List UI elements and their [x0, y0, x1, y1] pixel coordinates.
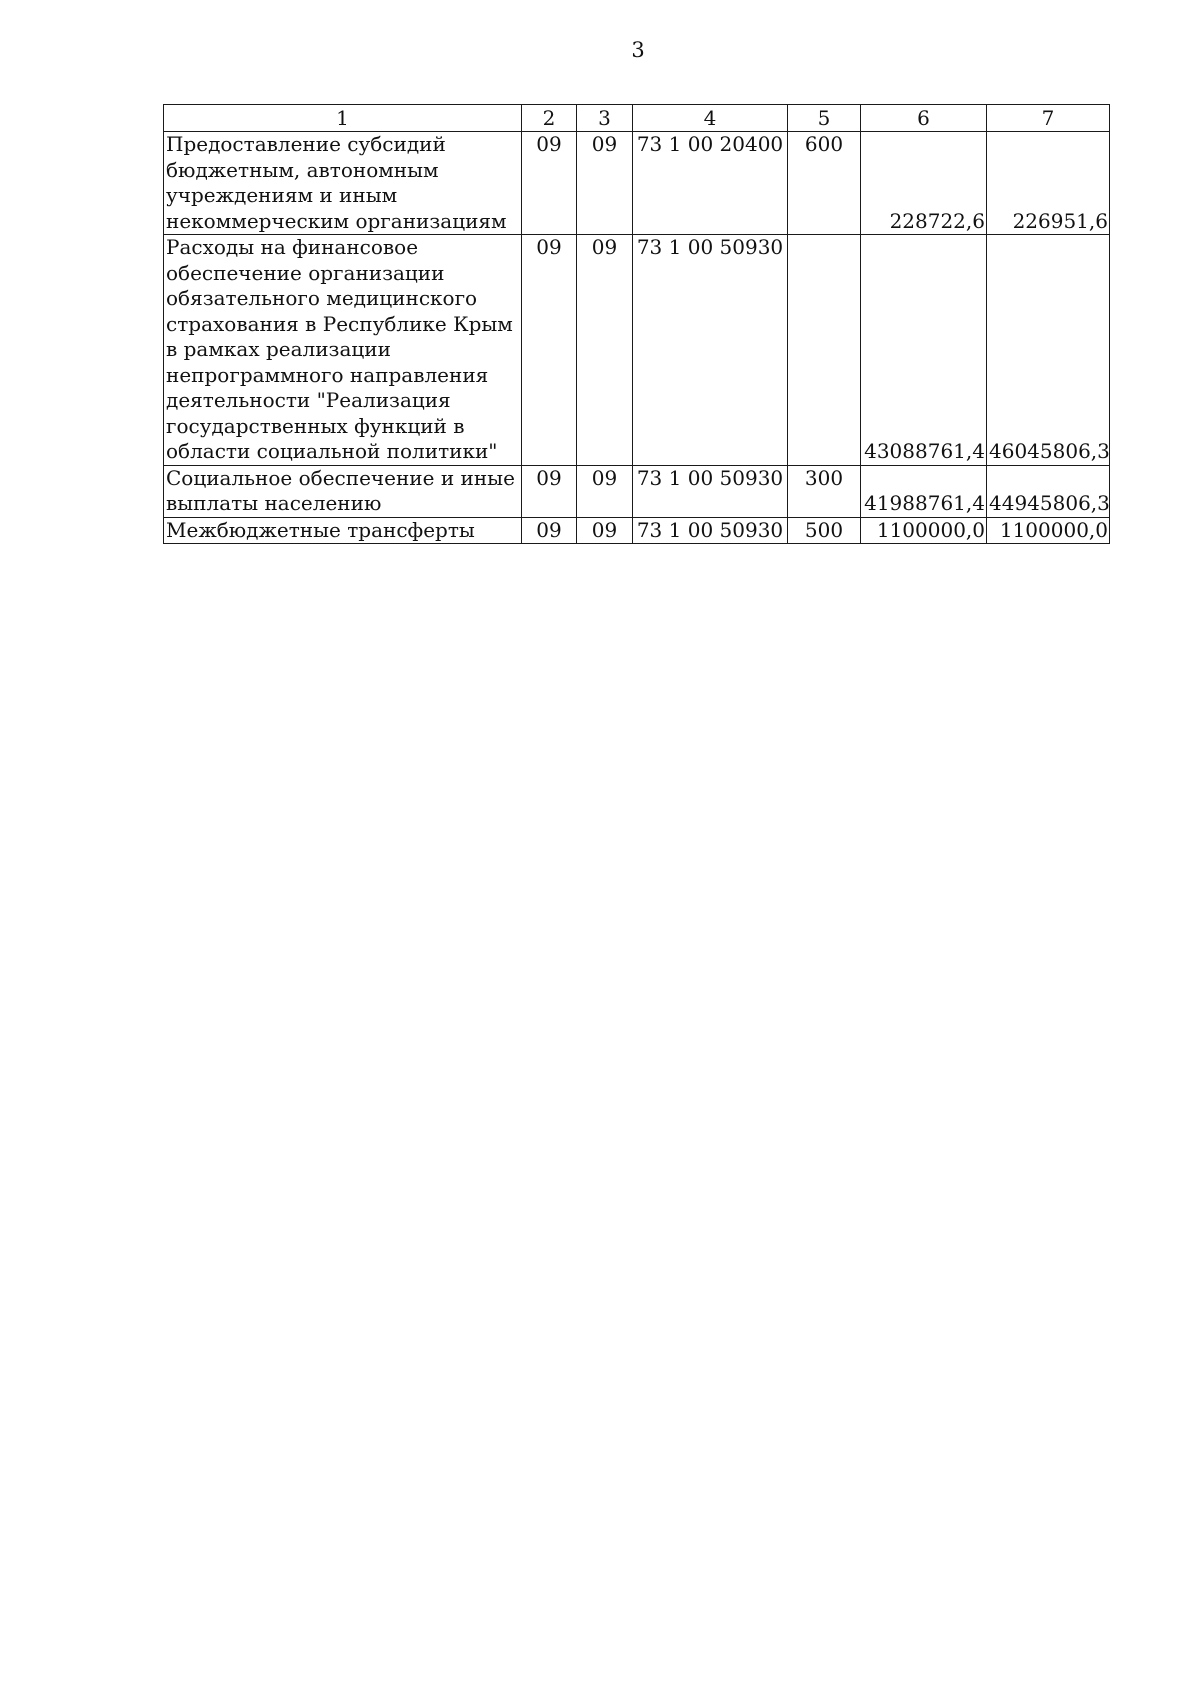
row-sum-year2: 44945806,3	[987, 465, 1110, 517]
row-sum-year2: 226951,6	[987, 132, 1110, 235]
row-expense-type	[788, 235, 861, 466]
column-header: 5	[788, 105, 861, 132]
row-sum-year1: 1100000,0	[861, 517, 987, 544]
budget-table	[163, 104, 1110, 544]
row-subsection-code: 09	[577, 235, 633, 466]
column-header: 4	[633, 105, 788, 132]
column-header: 3	[577, 105, 633, 132]
row-expense-type: 500	[788, 517, 861, 544]
row-section-code: 09	[522, 517, 577, 544]
column-header: 7	[987, 105, 1110, 132]
row-subsection-code: 09	[577, 517, 633, 544]
row-sum-year2: 1100000,0	[987, 517, 1110, 544]
row-name: Социальное обеспечение и иные выплаты населению	[164, 465, 522, 517]
row-section-code: 09	[522, 465, 577, 517]
page-number: 3	[631, 38, 645, 62]
column-header: 2	[522, 105, 577, 132]
row-section-code: 09	[522, 132, 577, 235]
column-header: 1	[164, 105, 522, 132]
row-sum-year2: 46045806,3	[987, 235, 1110, 466]
column-header: 6	[861, 105, 987, 132]
table-row	[164, 132, 1110, 235]
row-name: Межбюджетные трансферты	[164, 517, 522, 544]
row-target-article: 73 1 00 50930	[633, 235, 788, 466]
table-row	[164, 517, 1110, 544]
row-target-article: 73 1 00 20400	[633, 132, 788, 235]
row-sum-year1: 228722,6	[861, 132, 987, 235]
row-sum-year1: 41988761,4	[861, 465, 987, 517]
table-row	[164, 465, 1110, 517]
row-expense-type: 300	[788, 465, 861, 517]
row-target-article: 73 1 00 50930	[633, 517, 788, 544]
row-name: Расходы на финансовое обеспечение организации обязательного медицинского страхования в Республике Крым в рамках реализации непрограммного направления деятельности "Реализация государственных функций в области социальной политики"	[164, 235, 522, 466]
row-subsection-code: 09	[577, 132, 633, 235]
table-header-row	[164, 105, 1110, 132]
row-target-article: 73 1 00 50930	[633, 465, 788, 517]
row-name: Предоставление субсидий бюджетным, автономным учреждениям и иным некоммерческим организациям	[164, 132, 522, 235]
row-sum-year1: 43088761,4	[861, 235, 987, 466]
row-expense-type: 600	[788, 132, 861, 235]
row-section-code: 09	[522, 235, 577, 466]
row-subsection-code: 09	[577, 465, 633, 517]
table-row	[164, 235, 1110, 466]
